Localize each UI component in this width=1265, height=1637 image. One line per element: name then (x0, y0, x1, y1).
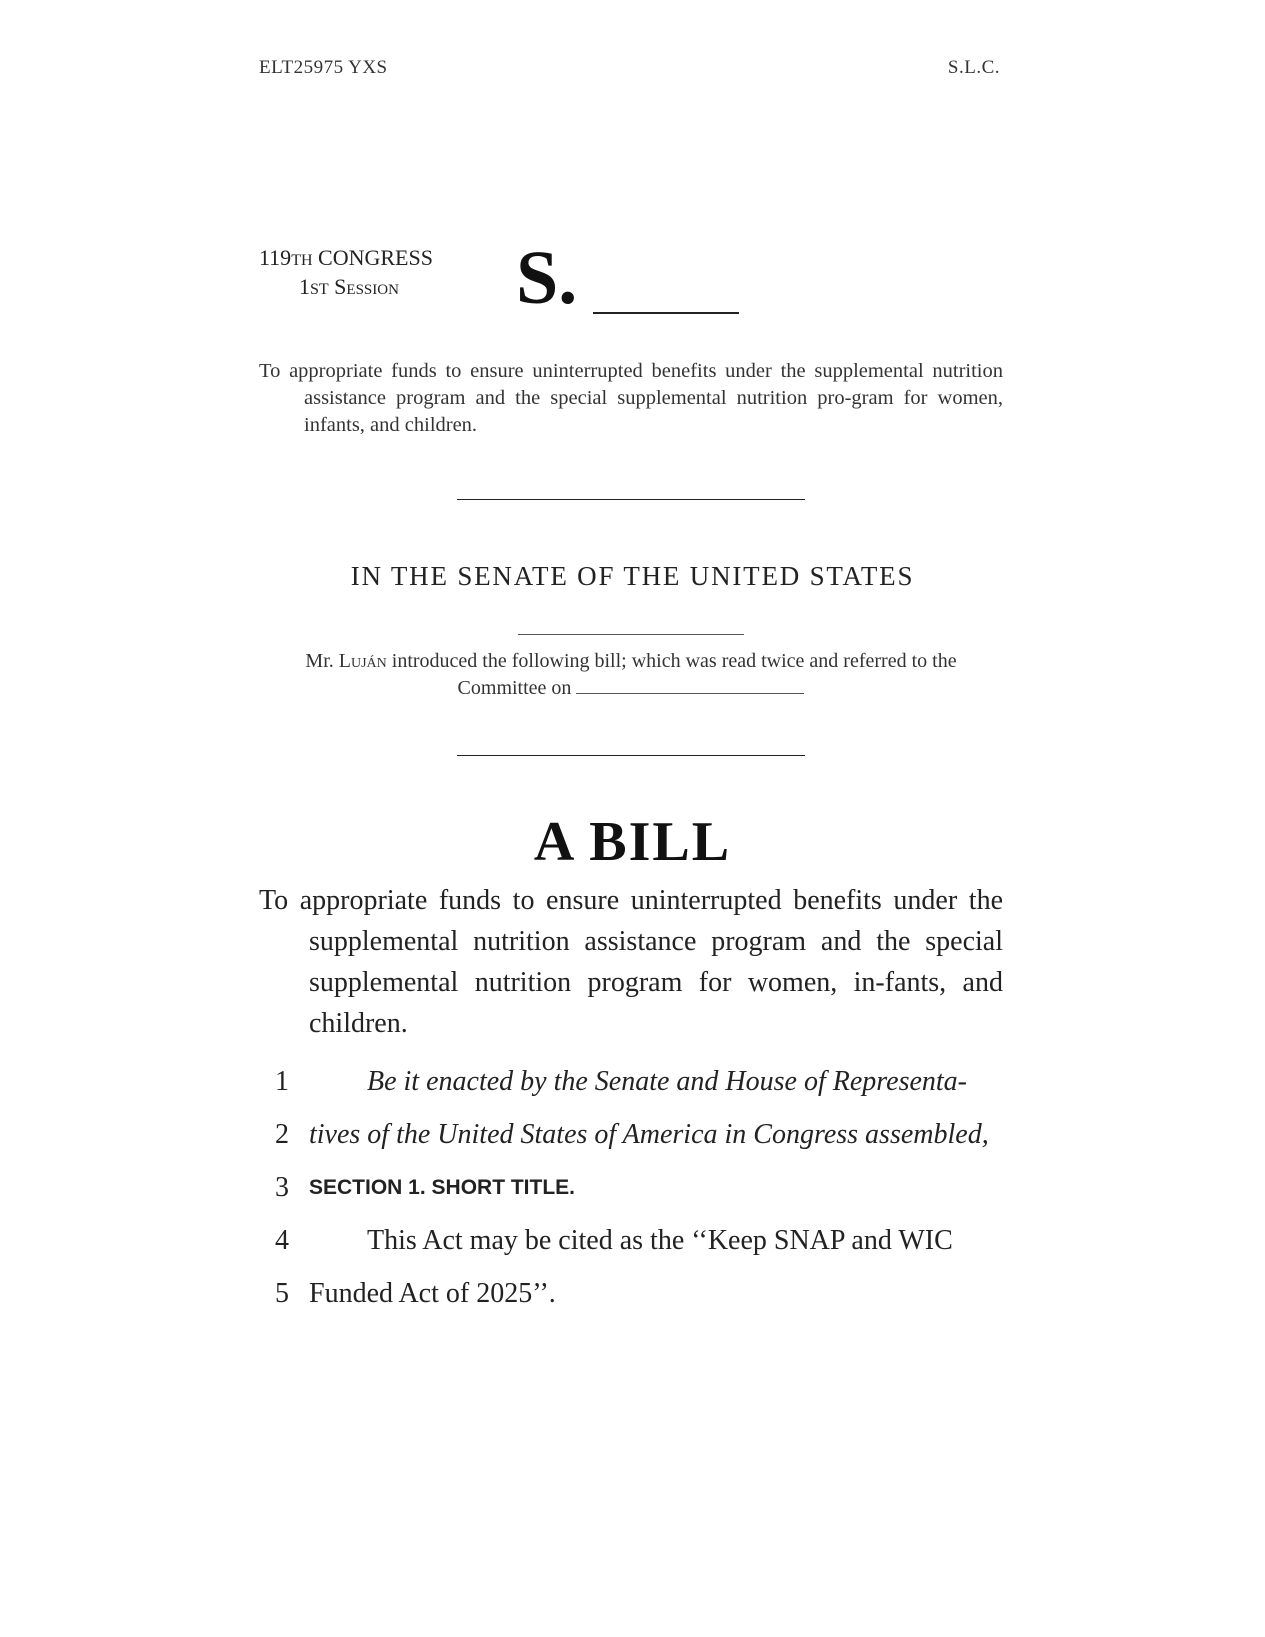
committee-blank (576, 677, 804, 694)
line-number: 1 (275, 1066, 289, 1097)
bill-line (259, 1066, 1003, 1106)
bill-number-blank (593, 312, 739, 314)
bill-line (259, 1278, 1003, 1318)
enacting-clause: Be it enacted by the Senate and House of Representa- (367, 1066, 967, 1097)
document-id: ELT25975 YXS (259, 57, 388, 78)
line-number: 2 (275, 1119, 289, 1150)
line-number: 4 (275, 1225, 289, 1256)
office-code: S.L.C. (947, 57, 1000, 78)
bill-line (259, 1172, 1003, 1212)
section-heading: SECTION 1. SHORT TITLE. (309, 1176, 576, 1199)
congress-line: 119TH CONGRESS (259, 245, 433, 270)
divider-rule (457, 755, 805, 756)
long-purpose: To appropriate funds to ensure uninterrupted benefits under the supplemental nutrition assistance program and the special supplemental nutrition program for women, in-fants, and children. (259, 885, 1003, 1039)
session-line: 1ST Session (299, 274, 399, 299)
enacting-clause: tives of the United States of America in Congress assembled, (309, 1119, 989, 1150)
introduction-paragraph: Mr. Luján introduced the following bill; which was read twice and referred to the Committee on (305, 650, 957, 699)
senate-heading: IN THE SENATE OF THE UNITED STATES (350, 561, 915, 591)
divider-rule-short (518, 634, 744, 635)
short-title-text: Funded Act of 2025’’. (309, 1278, 556, 1309)
short-title-text: This Act may be cited as the ‘‘Keep SNAP and WIC (367, 1225, 953, 1256)
line-number: 5 (275, 1278, 289, 1309)
a-bill-title: A BILL (533, 811, 732, 873)
bill-prefix: S. (516, 236, 578, 320)
session-word: Session (334, 274, 399, 299)
line-number: 3 (275, 1172, 289, 1203)
bill-line (259, 1225, 1003, 1265)
bill-line (259, 1119, 1003, 1159)
divider-rule (457, 499, 805, 500)
short-purpose: To appropriate funds to ensure uninterrupted benefits under the supplemental nutrition assistance program and the special supplemental nutrition pro-gram for women, infants, and children. (259, 360, 1003, 436)
sponsor-name: Luján (338, 650, 387, 672)
congress-session-block (259, 245, 433, 303)
